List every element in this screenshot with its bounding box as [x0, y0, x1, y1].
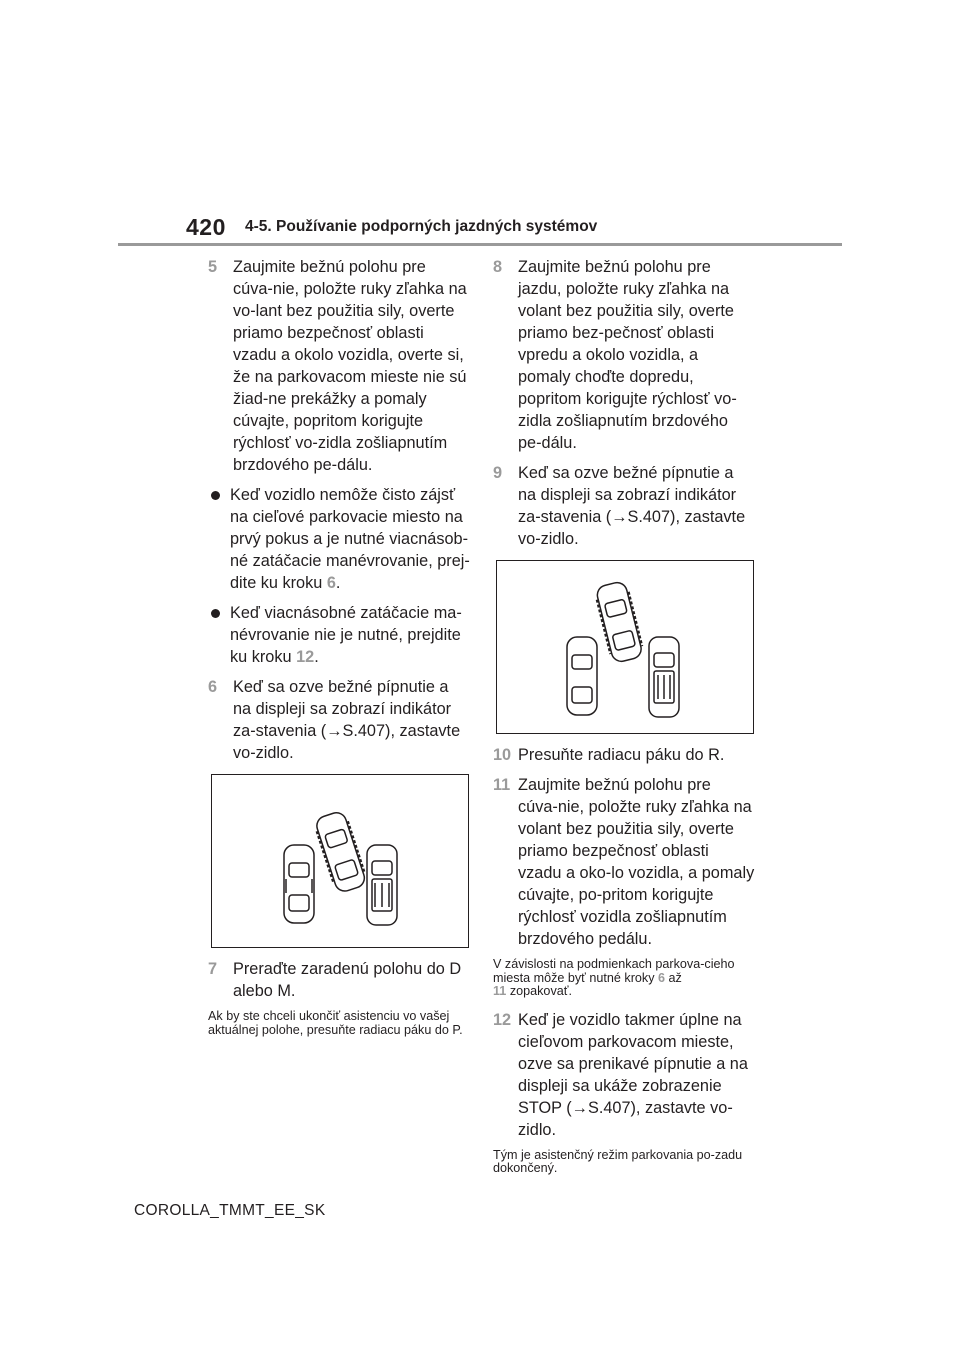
note-complete: Tým je asistenčný režim parkovania po-zadu dokončený.	[493, 1147, 743, 1175]
step-9	[493, 462, 755, 550]
step-number: 5	[208, 258, 218, 276]
step-number: 9	[493, 464, 503, 482]
bullet-icon	[211, 491, 220, 500]
bullet-end: .	[335, 574, 341, 592]
bullet-icon	[211, 609, 220, 618]
parked-car-right-icon	[367, 845, 397, 925]
step-text: Keď je vozidlo takmer úplne na cieľovom parkovacom mieste, ozve sa prenikavé pípnutie a na displeji sa ukáže zobrazenie STOP (→S.407), zastavte vo-zidlo.	[518, 1010, 748, 1139]
parked-car-right-icon	[649, 637, 679, 717]
step-text: Presuňte radiacu páku do R.	[518, 746, 725, 764]
left-column	[208, 256, 470, 1047]
note-text: V závislosti na podmienkach parkova-cieho miesta môže byť nutné kroky	[493, 957, 735, 985]
step-number: 11	[493, 776, 511, 794]
note-repeat	[493, 958, 755, 999]
step-number: 10	[493, 746, 512, 764]
header-rule	[118, 243, 842, 246]
parking-cars-diagram	[497, 561, 753, 733]
step-6	[208, 676, 470, 764]
note-text: až	[668, 970, 682, 985]
right-column	[493, 256, 755, 1186]
bullet-no-maneuver	[208, 602, 470, 668]
step-text: Zaujmite bežnú polohu pre cúva-nie, položte ruky zľahka na vo-lant bez použitia sily, overte priamo bezpečnosť oblasti vzadu a okolo vozidla, overte si, že na parkovacom mieste nie sú žiad-ne prekážky a pomaly cúvajte, popritom korigujte rýchlosť vo-zidla zošliapnutím brzdového pe-dálu.	[233, 258, 467, 474]
bullet-multi-maneuver	[208, 484, 470, 594]
step-number: 12	[493, 1010, 512, 1029]
step-reference: 6	[326, 574, 336, 592]
parking-illustration-right	[496, 560, 754, 734]
parking-cars-diagram	[212, 775, 468, 947]
step-text: Keď sa ozve bežné pípnutie a na displeji sa zobrazí indikátor za-stavenia (→S.407), zastavte vo-zidlo.	[518, 464, 746, 548]
step-reference: 6	[658, 970, 666, 985]
step-8	[493, 256, 755, 454]
note-cancel: Ak by ste chceli ukončiť asistenciu vo vašej aktuálnej polohe, presuňte radiacu páku do P.	[208, 1009, 463, 1037]
bullet-text: Keď vozidlo nemôže čisto zájsť na cieľové parkovacie miesto na prvý pokus a je nutné viacnásob-né zatáčacie manévrovanie, prej-dite ku kroku	[230, 486, 470, 592]
step-11	[493, 774, 755, 950]
moving-car-icon	[594, 580, 644, 663]
step-text: Zaujmite bežnú polohu pre jazdu, položte ruky zľahka na volant bez použitia sily, overte priamo bez-pečnosť oblasti vpredu a okolo vozidla, a pomaly choďte dopredu, popritom korigujte rýchlosť vo-zidla zošliapnutím brzdového pe-dálu.	[518, 258, 737, 452]
step-text: Preraďte zaradenú polohu do D alebo M.	[233, 960, 462, 1000]
footer-doc-code: COROLLA_TMMT_EE_SK	[134, 1202, 326, 1219]
step-reference: 11	[493, 984, 507, 998]
parked-car-left-icon	[567, 637, 597, 715]
step-number: 7	[208, 960, 218, 978]
step-10	[493, 744, 755, 766]
step-5	[208, 256, 470, 476]
step-reference: 12	[296, 648, 315, 666]
parked-car-left-icon	[284, 845, 314, 923]
bullet-end: .	[314, 648, 319, 666]
parking-illustration-left	[211, 774, 469, 948]
section-title: 4-5. Používanie podporných jazdných systémov	[245, 218, 598, 235]
step-text: Keď sa ozve bežné pípnutie a na displeji sa zobrazí indikátor za-stavenia (→S.407), zastavte vo-zidlo.	[233, 678, 461, 762]
step-7	[208, 958, 470, 1002]
step-text: Zaujmite bežnú polohu pre cúva-nie, položte ruky zľahka na volant bez použitia sily, overte priamo bezpečnosť oblasti vzadu a oko-lo vozidla, a pomaly cúvajte, po-pritom korigujte rýchlosť vozidla zošliapnutím brzdového pedálu.	[518, 776, 755, 948]
step-12	[493, 1009, 755, 1141]
page-number: 420	[186, 214, 226, 240]
bullet-text: Keď viacnásobné zatáčacie ma-névrovanie nie je nutné, prejdite ku kroku	[230, 604, 462, 666]
moving-car-icon	[313, 810, 368, 894]
step-number: 8	[493, 258, 503, 276]
note-text: zopakovať.	[509, 984, 572, 998]
step-number: 6	[208, 678, 218, 696]
